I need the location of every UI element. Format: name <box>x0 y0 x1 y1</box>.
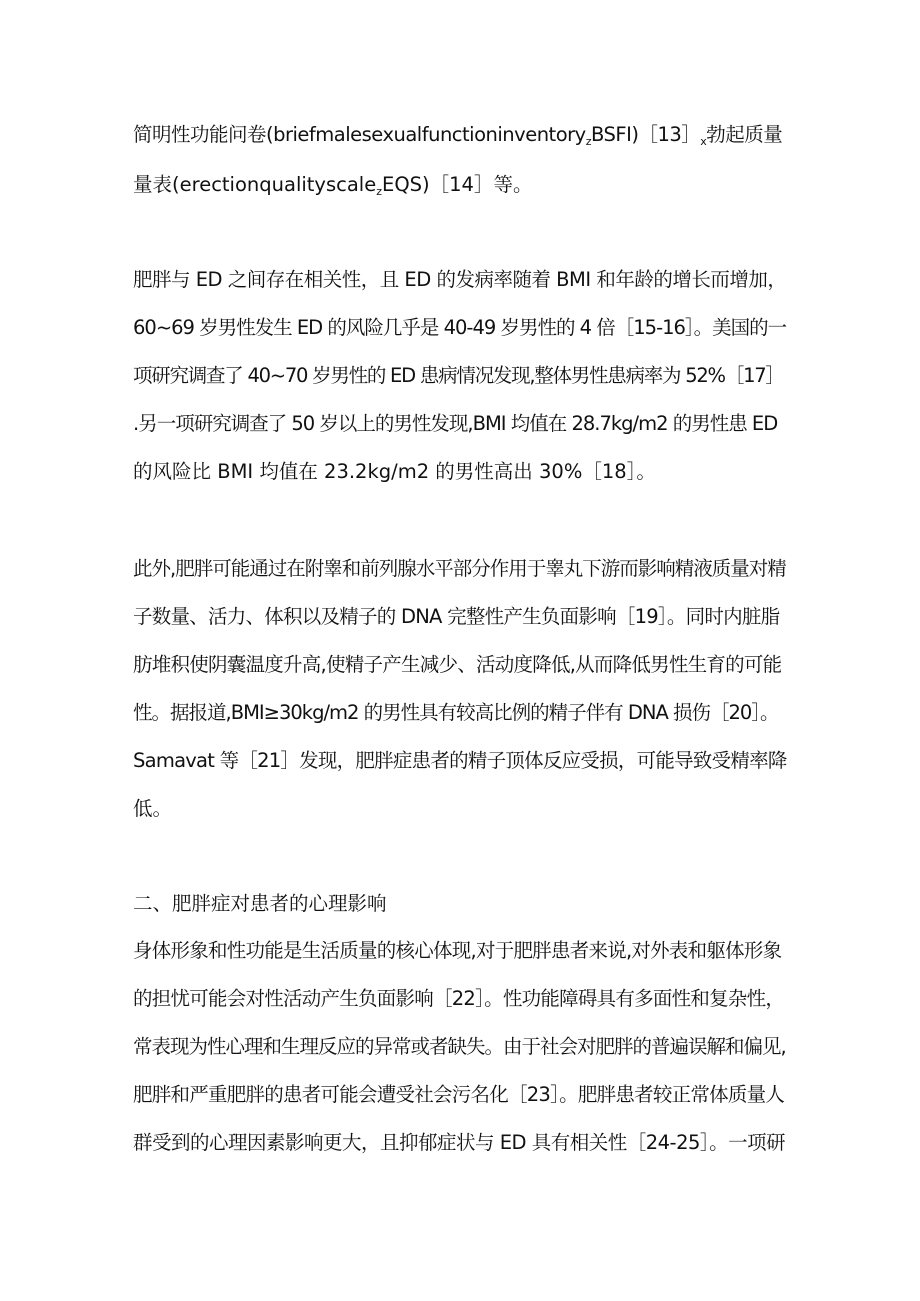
section-heading: 二、肥胖症对患者的心理影响 <box>133 892 387 915</box>
section-line-2: 的担忧可能会对性活动产生负面影响［22］。性功能障碍具有多面性和复杂性， <box>133 987 785 1010</box>
paragraph-1-line-1: 简明性功能问卷$(briefmalesexualfunctioninventory_zBSFI)[13]_x$勃起质量 <box>133 123 783 148</box>
section-line-5: 群受到的心理因素影响更大，且抑郁症状与 ED 具有相关性［24-25］。一项研 <box>133 1131 786 1154</box>
paragraph-2-line-2: 60~69 岁男性发生 ED 的风险几乎是 40-49 岁男性的 4 倍［15-16］。美国的一 <box>133 316 787 339</box>
paragraph-3-line-5: Samavat 等［21］发现，肥胖症患者的精子顶体反应受损，可能导致受精率降 <box>133 749 787 772</box>
paragraph-1-line-2: 量表(erectionqualityscale$_z$EQS)［14］等。 <box>133 173 533 198</box>
paragraph-3-line-4: 性。据报道,BMI≥30kg/m2 的男性具有较高比例的精子伴有 DNA 损伤［20］。 <box>133 701 779 724</box>
section-line-3: 常表现为性心理和生理反应的异常或者缺失。由于社会对肥胖的普遍误解和偏见, <box>133 1035 786 1058</box>
paragraph-2-line-4: .另一项研究调查了 50 岁以上的男性发现,BMI 均值在 28.7kg/m2 的男性患 ED <box>133 412 778 435</box>
paragraph-3-line-2: 子数量、活力、体积以及精子的 DNA 完整性产生负面影响［19］。同时内脏脂 <box>133 605 780 628</box>
section-line-1: 身体形象和性功能是生活质量的核心体现,对于肥胖患者来说,对外表和躯体形象 <box>133 939 782 962</box>
paragraph-3-line-1: 此外,肥胖可能通过在附睾和前列腺水平部分作用于睾丸下游而影响精液质量对精 <box>133 557 786 580</box>
paragraph-2-line-1: 肥胖与 ED 之间存在相关性，且 ED 的发病率随着 BMI 和年龄的增长而增加， <box>133 268 787 291</box>
section-line-4: 肥胖和严重肥胖的患者可能会遭受社会污名化［23］。肥胖患者较正常体质量人 <box>133 1083 785 1106</box>
paragraph-2-line-3: 项研究调查了 40~70 岁男性的 ED 患病情况发现,整体男性患病率为 52%［17］ <box>133 364 784 387</box>
paragraph-3-line-3: 肪堆积使阴囊温度升高,使精子产生减少、活动度降低,从而降低男性生育的可能 <box>133 653 782 676</box>
paragraph-2-line-5: 的风险比 BMI 均值在 23.2kg/m2 的男性高出 30%［18］。 <box>133 460 656 483</box>
paragraph-3-line-6: 低。 <box>133 797 173 820</box>
